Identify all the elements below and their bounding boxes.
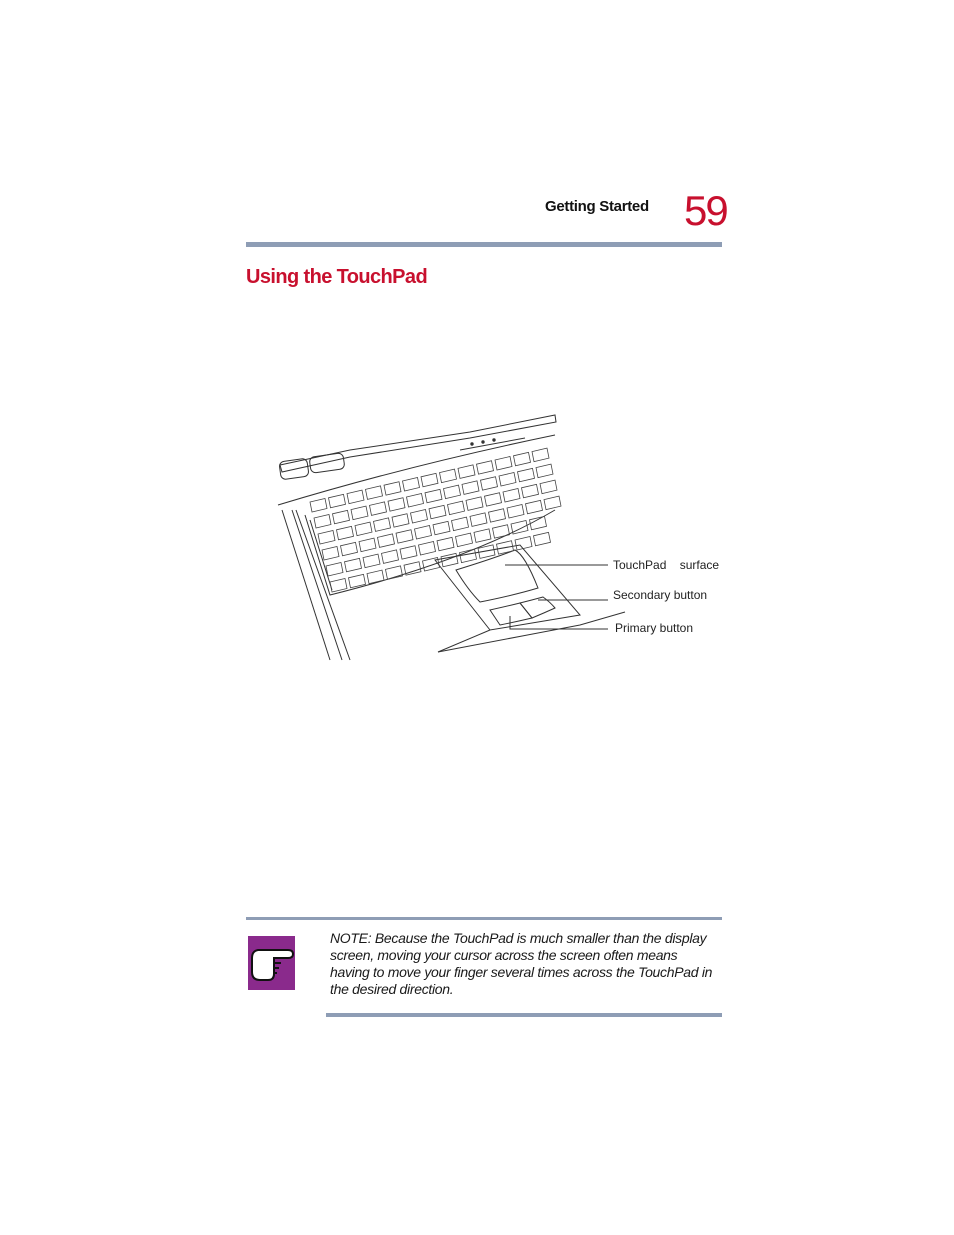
keyboard-key xyxy=(441,553,458,567)
keyboard-key xyxy=(493,525,510,539)
keyboard-key xyxy=(503,489,520,503)
callout-primary-button: Primary button xyxy=(615,621,694,635)
note-text: NOTE: Because the TouchPad is much smaller than the display screen, moving your cursor across the screen often means having to move your finger several times across the TouchPad in the desired direction. xyxy=(330,930,713,997)
keyboard-key xyxy=(349,574,366,588)
keyboard-key xyxy=(322,547,339,561)
touchpad-figure xyxy=(270,410,720,665)
running-header: Getting Started xyxy=(545,198,649,215)
keyboard-key xyxy=(437,537,454,551)
keyboard-key xyxy=(345,558,362,572)
keyboard-key xyxy=(485,493,502,507)
keyboard-key xyxy=(329,494,346,508)
keyboard-key xyxy=(440,469,457,483)
keyboard-key xyxy=(400,546,417,560)
keyboard-key xyxy=(452,517,469,531)
keyboard-key xyxy=(456,533,473,547)
keyboard-key xyxy=(495,457,512,471)
keyboard-key xyxy=(407,494,424,508)
keyboard-key xyxy=(347,490,364,504)
keyboard-key xyxy=(429,505,446,519)
page-number: 59 xyxy=(684,187,727,234)
keyboard-key xyxy=(481,477,498,491)
keyboard-key xyxy=(460,549,477,563)
keyboard-key xyxy=(378,534,395,548)
keyboard-key xyxy=(326,563,343,577)
section-title: Using the TouchPad xyxy=(246,266,428,288)
keyboard-key xyxy=(396,530,413,544)
keyboard-key xyxy=(388,498,405,512)
keyboard-key xyxy=(433,521,450,535)
keyboard-key xyxy=(466,497,483,511)
keyboard-key xyxy=(536,464,553,478)
callout-touchpad-surface: TouchPad surface xyxy=(613,558,720,572)
keyboard-key xyxy=(444,485,461,499)
keyboard-key xyxy=(522,484,539,498)
keyboard-key xyxy=(341,542,358,556)
keyboard-key xyxy=(355,522,372,536)
keyboard-key xyxy=(448,501,465,514)
keyboard-key xyxy=(532,448,549,462)
keyboard-key xyxy=(310,499,327,513)
keyboard-key xyxy=(351,506,368,519)
note-rule-top xyxy=(246,917,722,920)
keyboard-key xyxy=(534,532,551,546)
keyboard-key xyxy=(458,465,475,479)
keyboard-key xyxy=(314,515,331,529)
keyboard-key xyxy=(374,518,391,532)
keyboard-key xyxy=(382,550,399,564)
header-rule xyxy=(246,242,722,247)
keyboard-key xyxy=(425,489,442,503)
keyboard-key xyxy=(540,480,557,494)
keyboard-key xyxy=(489,509,506,523)
keyboard-key xyxy=(333,510,350,524)
keyboard-key xyxy=(462,481,479,495)
keyboard-key xyxy=(474,529,491,543)
keyboard-key xyxy=(470,513,487,527)
keyboard-key xyxy=(514,452,531,466)
keyboard-key xyxy=(411,510,428,524)
keyboard-key xyxy=(363,554,380,568)
keyboard-key xyxy=(359,538,376,552)
pointing-hand-icon xyxy=(248,936,295,990)
keyboard-key xyxy=(415,526,432,540)
keyboard-key xyxy=(384,482,401,496)
keyboard-key xyxy=(518,468,535,482)
keyboard-key xyxy=(544,496,561,510)
keyboard-key xyxy=(403,478,420,492)
keyboard-key xyxy=(318,531,335,545)
note-rule-bottom xyxy=(326,1013,722,1017)
keyboard-key xyxy=(507,505,524,519)
keyboard-key xyxy=(370,502,387,516)
keyboard-key xyxy=(515,537,532,551)
keyboard-key xyxy=(526,500,543,514)
callout-secondary-button: Secondary button xyxy=(613,588,708,602)
keyboard-key xyxy=(419,542,436,556)
keyboard-key xyxy=(337,526,354,540)
keyboard-key xyxy=(366,486,383,500)
keyboard-key xyxy=(330,579,347,593)
keyboard-key xyxy=(421,473,438,487)
keyboard-key xyxy=(392,514,409,528)
keyboard-key xyxy=(499,473,516,487)
keyboard-key xyxy=(477,461,494,475)
